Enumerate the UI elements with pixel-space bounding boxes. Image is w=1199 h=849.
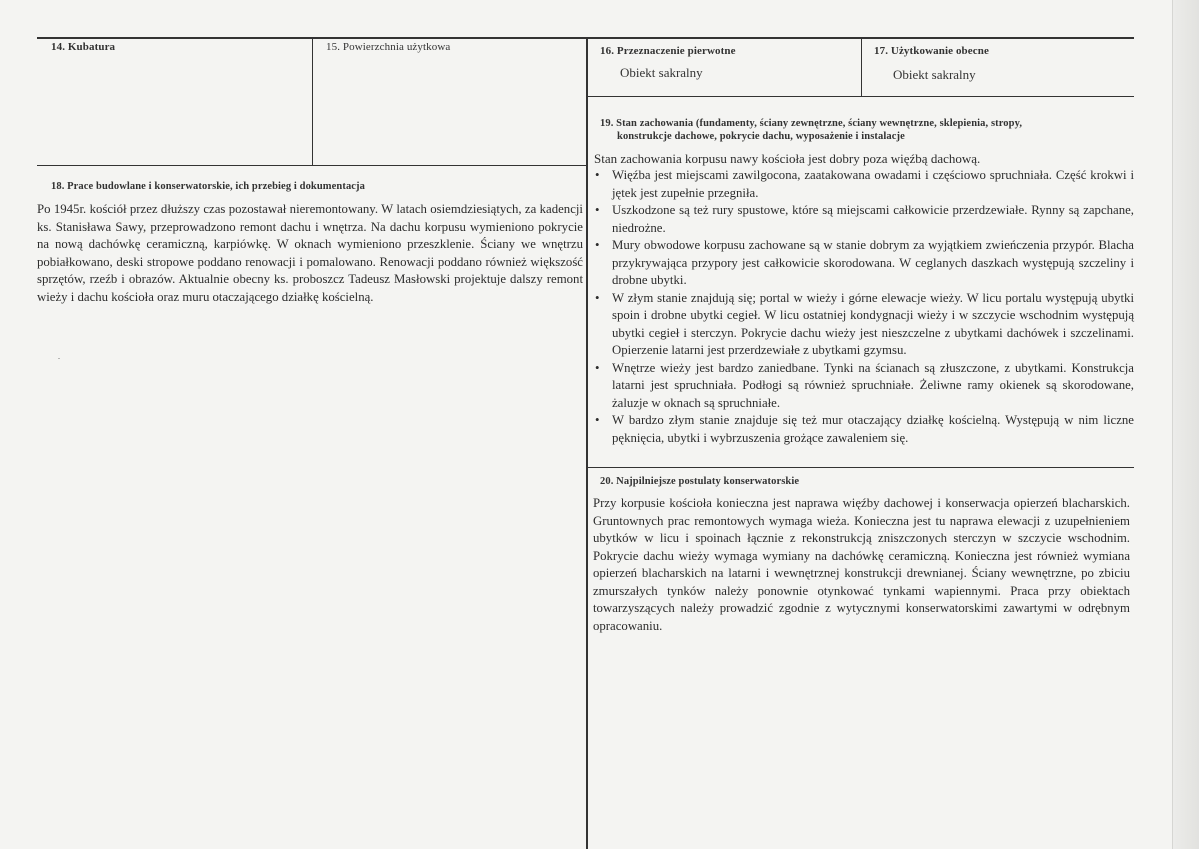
przeznaczenie-value: Obiekt sakralny [620,65,703,80]
mark: . [58,352,60,361]
vline-14-15 [312,37,313,165]
powierzchnia-label: 15. Powierzchnia użytkowa [326,41,451,53]
postulaty-label: 20. Najpilniejsze postulaty konserwatorskie [600,476,800,487]
stan-bullet: • W bardzo złym stanie znajduje się też mur otaczający działkę kościelną. Występują w nim liczne pęknięcia, ubytki i wybrzuszenia grożące zawaleniem się. [592,412,1134,447]
rule-left-18 [37,165,586,166]
rule-below-16-17 [587,96,1134,97]
uzytkowanie-label: 17. Użytkowanie obecne [874,45,989,57]
postulaty-text: Przy korpusie kościoła konieczna jest naprawa więźby dachowej i konserwacja opierzeń blacharskich. Gruntownych prac remontowych wymaga wieża. Konieczna jest tu naprawa elewacji z uzupełnieniem ubytków w licu i spoinach łącznie z rekonstrukcją zniszczonych sterczyn w szczycie wschodnim. Pokrycie dachu wieży wymaga wymiany na dachówkę ceramiczną. Konieczna jest również wymiana opierzeń blacharskich na latarni i wewnętrznej konstrukcji drewnianej. Ściany wewnętrzne, po zbiciu zmurszałych tynków należy ponownie otynkować tynkami wapiennymi. Praca przy obiektach towarzyszących należy prowadzić zgodnie z wytycznymi konserwatorskimi zawartymi w odrębnym opracowaniu. [593,496,1130,633]
stan-bullet: • Więźba jest miejscami zawilgocona, zaatakowana owadami i częściowo spruchniała. Część krokwi i jętek jest zupełnie przegniła. [592,167,1134,202]
prace-text: Po 1945r. kościół przez dłuższy czas pozostawał nieremontowany. W latach osiemdziesiątych, za kadencji ks. Stanisława Sawy, przeprowadzono remont dachu i wnętrza. Na dachu korpusu wymieniono pokrycie na nową dachówkę ceramiczną, karpiówkę. W oknach wymieniono przeszklenie. Ściany we wnętrzu pobiałkowano, deski stropowe poddano renowacji i pomalowano. Renowacji poddano również większość sprzętów, rzeźb i obrazów. Aktualnie obecny ks. proboszcz Tadeusz Masłowski projektuje dalszy remont wieży i dachu kościoła oraz muru otaczającego działkę kościelną. [37,202,583,304]
stan-bullet: • W złym stanie znajdują się; portal w wieży i górne elewacje wieży. W licu portalu występują ubytki spoin i drobne ubytki cegieł. W licu ostatniej kondygnacji wieży i w szczycie wschodnim występują ubytki cegieł i sterczyn. Pokrycie dachu wieży jest nieszczelne z ubytkami dachówek i szczelinami. Opierzenie latarni jest przerdzewiałe z ubytkami gzymsu. [592,290,1134,360]
stan-bullet: • Wnętrze wieży jest bardzo zaniedbane. Tynki na ścianach są złuszczone, z ubytkami. Konstrukcja latarni jest spruchniała. Podłogi są również spruchniałe. Żeliwne ramy okienek są skorodowane, żaluzje w oknach są spruchniałe. [592,360,1134,413]
kubatura-label: 14. Kubatura [51,41,116,53]
stan-bullet: • Mury obwodowe korpusu zachowane są w stanie dobrym za wyjątkiem zwieńczenia przypór. Blacha przykrywająca przypory jest całkowicie skorodowana. W ceglanych daszkach występują szczeliny i drobne ubytki. [592,237,1134,290]
stan-intro: Stan zachowania korpusu nawy kościoła jest dobry poza więźbą dachową. [594,151,981,166]
prace-label: 18. Prace budowlane i konserwatorskie, ich przebieg i dokumentacja [51,181,366,192]
uzytkowanie-value: Obiekt sakralny [893,67,976,82]
przeznaczenie-label: 16. Przeznaczenie pierwotne [600,45,736,57]
stan-bullet: • Uszkodzone są też rury spustowe, które są miejscami całkowicie przerdzewiałe. Rynny są zapchane, niedrożne. [592,202,1134,237]
paper-edge [1172,0,1199,849]
stan-label-line2: konstrukcje dachowe, pokrycie dachu, wyposażenie i instalacje [617,131,905,142]
stan-label-line1: 19. Stan zachowania (fundamenty, ściany zewnętrzne, ściany wewnętrzne, sklepienia, stropy, [600,118,1023,129]
rule-above-20 [587,467,1134,468]
stan-bullet-list [592,167,1134,447]
vline-16-17 [861,37,862,96]
vline-center [586,37,588,849]
